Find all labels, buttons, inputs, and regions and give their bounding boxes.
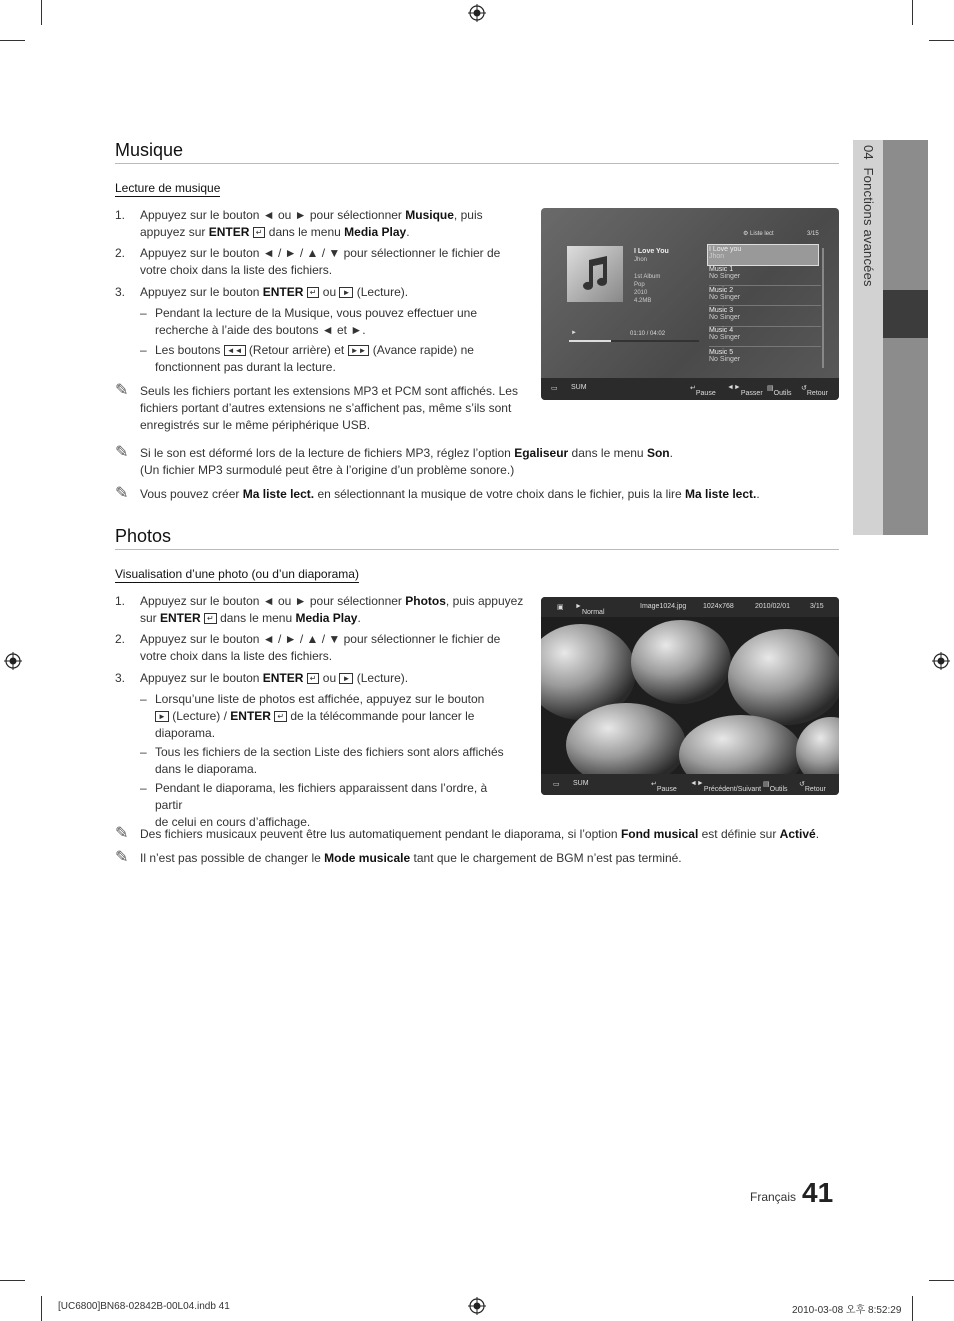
note-text: Il n’est pas possible de changer le Mode musicale tant que le chargement de BGM n’est pas terminé. xyxy=(140,851,682,865)
bullet-text: Tous les fichiers de la section Liste des fichiers sont alors affichés dans le diaporama. xyxy=(155,745,504,776)
crop-mark xyxy=(0,40,25,41)
page-number: 41 xyxy=(802,1177,834,1208)
track-year: 2010 xyxy=(634,290,648,296)
note-text: Seuls les fichiers portant les extensions MP3 et PCM sont affichés. Les fichiers portant d’autres extensions ne s’affichent pas, même s’ils sont enregistrés sur le même périphérique USB. xyxy=(140,384,518,432)
track-size: 4.2MB xyxy=(634,298,652,304)
scrollbar xyxy=(822,248,824,368)
note-pencil-icon: ✎ xyxy=(115,382,129,399)
note-pencil-icon: ✎ xyxy=(115,825,129,842)
tools-control: ▤ Outils xyxy=(763,781,788,793)
registration-mark-icon xyxy=(4,652,22,670)
step-number: 3. xyxy=(115,285,126,299)
play-key-icon: ► xyxy=(155,711,169,722)
step-2-text: Appuyez sur le bouton ◄ / ► / ▲ / ▼ pour sélectionner le fichier de votre choix dans la liste des fichiers. xyxy=(140,246,501,277)
device-name: SUM xyxy=(573,780,589,787)
step-1-text: Appuyez sur le bouton ◄ ou ► pour sélectionner Musique, puis appuyez sur ENTER ↵ dans le menu Media Play. xyxy=(140,208,483,239)
bullet-text: Pendant la lecture de la Musique, vous pouvez effectuer une recherche à l’aide des boutons ◄ et ►. xyxy=(155,306,477,337)
section-title-musique: Musique xyxy=(115,140,184,160)
dash-bullet: – xyxy=(140,692,147,706)
subheading-lecture-musique: Lecture de musique xyxy=(115,181,221,195)
chapter-label: 04 Fonctions avancées xyxy=(861,145,876,287)
enter-key-icon: ↵ xyxy=(307,673,320,684)
music-player-screenshot xyxy=(541,208,839,400)
enter-key-icon: ↵ xyxy=(253,227,266,238)
playlist-item: Music 5 No Singer xyxy=(709,349,741,363)
playlist-count: 3/15 xyxy=(807,231,819,237)
section-divider xyxy=(115,549,839,550)
playlist-item: Music 4 No Singer xyxy=(709,327,741,341)
track-album: 1st Album xyxy=(634,274,661,280)
track-genre: Pop xyxy=(634,282,645,288)
step-2-text: Appuyez sur le bouton ◄ / ► / ▲ / ▼ pour sélectionner le fichier de votre choix dans la liste des fichiers. xyxy=(140,632,501,663)
dash-bullet: – xyxy=(140,343,147,357)
crop-mark xyxy=(929,1280,954,1281)
pause-control: ↵ Pause xyxy=(690,385,716,397)
prevnext-control: ◄► Précédent/Suivant xyxy=(690,780,762,793)
track-artist: Jhon xyxy=(634,257,648,263)
photo-resolution: 1024x768 xyxy=(703,603,734,610)
back-control: ↺ Retour xyxy=(799,781,826,793)
chapter-tab-block xyxy=(883,338,928,535)
tools-control: ▤ Outils xyxy=(767,385,792,397)
music-note-icon xyxy=(567,246,623,302)
list-divider xyxy=(709,305,821,306)
registration-mark-icon xyxy=(468,1297,486,1315)
enter-key-icon: ↵ xyxy=(274,711,287,722)
playlist-item: Music 3 No Singer xyxy=(709,307,741,321)
slideshow-icon: ▣ xyxy=(557,604,564,611)
step-3-text: Appuyez sur le bouton ENTER ↵ ou ► (Lecture). xyxy=(140,671,409,685)
enter-key-icon: ↵ xyxy=(204,613,217,624)
crop-mark xyxy=(0,1280,25,1281)
crop-mark xyxy=(912,0,913,25)
step-number: 1. xyxy=(115,208,126,222)
subheading-visualisation-photo: Visualisation d’une photo (ou d’un diaporama) xyxy=(115,567,359,581)
playlist-item: I Love you Jhon xyxy=(709,246,742,260)
note-pencil-icon: ✎ xyxy=(115,485,129,502)
playlist-item: Music 1 No Singer xyxy=(709,266,741,280)
playlist-item: Music 2 No Singer xyxy=(709,287,741,301)
step-3-text: Appuyez sur le bouton ENTER ↵ ou ► (Lecture). xyxy=(140,285,409,299)
bullet-text: Lorsqu’une liste de photos est affichée, appuyez sur le bouton ► (Lecture) / ENTER ↵ de la télécommande pour lancer le diaporama. xyxy=(155,692,485,740)
crop-mark xyxy=(41,1296,42,1321)
photo-viewer-screenshot xyxy=(541,597,839,795)
list-divider xyxy=(709,346,821,347)
album-art xyxy=(567,246,623,302)
rewind-key-icon: ◄◄ xyxy=(224,345,246,356)
crop-mark xyxy=(41,0,42,25)
note-text: Des fichiers musicaux peuvent être lus automatiquement pendant le diaporama, si l’option Fond musical est définie sur Activé. xyxy=(140,827,820,841)
usb-device-icon: ▭ xyxy=(553,781,560,788)
chapter-tab-block xyxy=(883,140,928,290)
play-mode: ► Normal xyxy=(575,603,605,616)
bullet-text: Les boutons ◄◄ (Retour arrière) et ►► (Avance rapide) ne fonctionnent pas durant la lecture. xyxy=(155,343,474,374)
device-name: SUM xyxy=(571,384,587,391)
step-number: 3. xyxy=(115,671,126,685)
usb-device-icon: ▭ xyxy=(551,385,558,392)
section-divider xyxy=(115,163,839,164)
list-divider xyxy=(709,285,821,286)
chapter-tab-active-block xyxy=(883,290,928,338)
dash-bullet: – xyxy=(140,306,147,320)
skip-control: ◄► Passer xyxy=(727,384,763,397)
dash-bullet: – xyxy=(140,781,147,795)
bullet-text: Pendant le diaporama, les fichiers apparaissent dans l’ordre, à partir de celui en cours d’affichage. xyxy=(155,781,488,829)
progress-bar xyxy=(569,340,699,342)
registration-mark-icon xyxy=(932,652,950,670)
photo-info-bar xyxy=(541,597,839,617)
play-key-icon: ► xyxy=(339,287,353,298)
section-title-photos: Photos xyxy=(115,526,172,546)
dash-bullet: – xyxy=(140,745,147,759)
playlist-title: ⚙ Liste lect xyxy=(743,231,774,237)
apples-photo xyxy=(541,617,839,774)
step-number: 1. xyxy=(115,594,126,608)
footer-language: Français xyxy=(750,1190,797,1204)
play-key-icon: ► xyxy=(339,673,353,684)
crop-mark xyxy=(929,40,954,41)
crop-mark xyxy=(912,1296,913,1321)
pause-control: ↵ Pause xyxy=(651,781,677,793)
photo-filename: Image1024.jpg xyxy=(640,603,687,610)
step-1-text: Appuyez sur le bouton ◄ ou ► pour sélectionner Photos, puis appuyez sur ENTER ↵ dans le menu Media Play. xyxy=(140,594,524,625)
note-text: Si le son est déformé lors de la lecture de fichiers MP3, réglez l’option Egaliseur dans le menu Son. (Un fichier MP3 surmodulé peut être à l’origine d’un problème sonore.) xyxy=(140,446,673,477)
registration-mark-icon xyxy=(468,4,486,22)
note-text: Vous pouvez créer Ma liste lect. en sélectionnant la musique de votre choix dans le fichier, puis la lire Ma liste lect.. xyxy=(140,487,760,501)
photo-count: 3/15 xyxy=(810,603,824,610)
note-pencil-icon: ✎ xyxy=(115,849,129,866)
print-slug-date: 2010-03-08 오후 8:52:29 xyxy=(792,1305,902,1316)
play-icon: ► xyxy=(571,330,577,336)
photo-date: 2010/02/01 xyxy=(755,603,791,610)
back-control: ↺ Retour xyxy=(801,385,828,397)
note-pencil-icon: ✎ xyxy=(115,444,129,461)
playback-time: 01:10 / 04:02 xyxy=(630,331,666,337)
fastforward-key-icon: ►► xyxy=(348,345,370,356)
step-number: 2. xyxy=(115,632,126,646)
photo-control-bar xyxy=(541,774,839,795)
music-control-bar xyxy=(541,378,839,400)
enter-key-icon: ↵ xyxy=(307,287,320,298)
track-title: I Love You xyxy=(634,248,669,255)
step-number: 2. xyxy=(115,246,126,260)
print-slug-file: [UC6800]BN68-02842B-00L04.indb 41 xyxy=(58,1301,230,1312)
